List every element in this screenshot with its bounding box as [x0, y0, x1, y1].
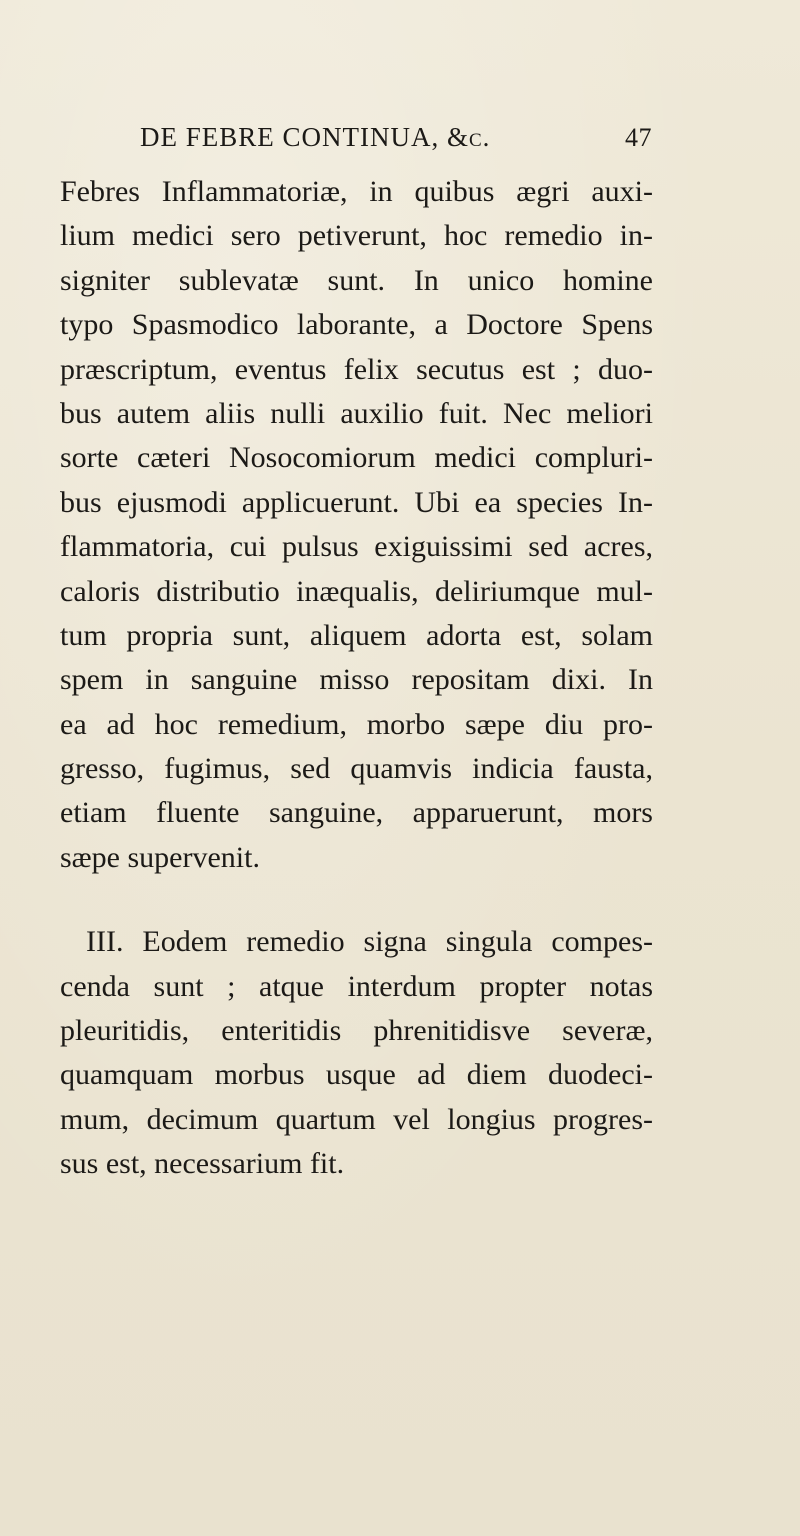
text-line: quamquam morbus usque ad diem duodeci- — [60, 1058, 653, 1092]
running-head — [140, 122, 652, 166]
running-title: DE FEBRE CONTINUA, &c. — [140, 122, 491, 152]
text-line: cenda sunt ; atque interdum propter notas — [60, 969, 653, 1003]
text-line: caloris distributio inæqualis, deliriumque mul- — [60, 574, 653, 608]
text-line: sorte cæteri Nosocomiorum medici compluri- — [60, 441, 653, 475]
text-line: gresso, fugimus, sed quamvis indicia fausta, — [60, 752, 653, 786]
text-line: præscriptum, eventus felix secutus est ; duo- — [60, 352, 653, 386]
text-line: etiam fluente sanguine, apparuerunt, mors — [60, 796, 653, 830]
text-line: bus ejusmodi applicuerunt. Ubi ea species In- — [60, 485, 653, 519]
text-line: bus autem aliis nulli auxilio fuit. Nec meliori — [60, 396, 653, 430]
paragraph-2 — [60, 920, 653, 1186]
text-line: mum, decimum quartum vel longius progres- — [60, 1102, 653, 1136]
paragraph-1 — [60, 170, 653, 880]
body-text — [60, 170, 653, 1187]
text-line: sæpe supervenit. — [60, 840, 260, 874]
text-line: signiter sublevatæ sunt. In unico homine — [60, 263, 653, 297]
paragraph-gap — [60, 880, 653, 920]
text-line: ea ad hoc remedium, morbo sæpe diu pro- — [60, 707, 653, 741]
text-line: lium medici sero petiverunt, hoc remedio in- — [60, 219, 653, 253]
text-line: tum propria sunt, aliquem adorta est, solam — [60, 618, 653, 652]
text-line: sus est, necessarium fit. — [60, 1147, 345, 1181]
text-line: flammatoria, cui pulsus exiguissimi sed acres, — [60, 530, 653, 564]
text-line: typo Spasmodico laborante, a Doctore Spens — [60, 308, 653, 342]
text-line: pleuritidis, enteritidis phrenitidisve severæ, — [60, 1014, 653, 1048]
text-line: III. Eodem remedio signa singula compes- — [86, 925, 653, 959]
page-number: 47 — [625, 123, 652, 152]
text-line: spem in sanguine misso repositam dixi. In — [60, 663, 653, 697]
text-line: Febres Inflammatoriæ, in quibus ægri auxi- — [60, 175, 653, 208]
